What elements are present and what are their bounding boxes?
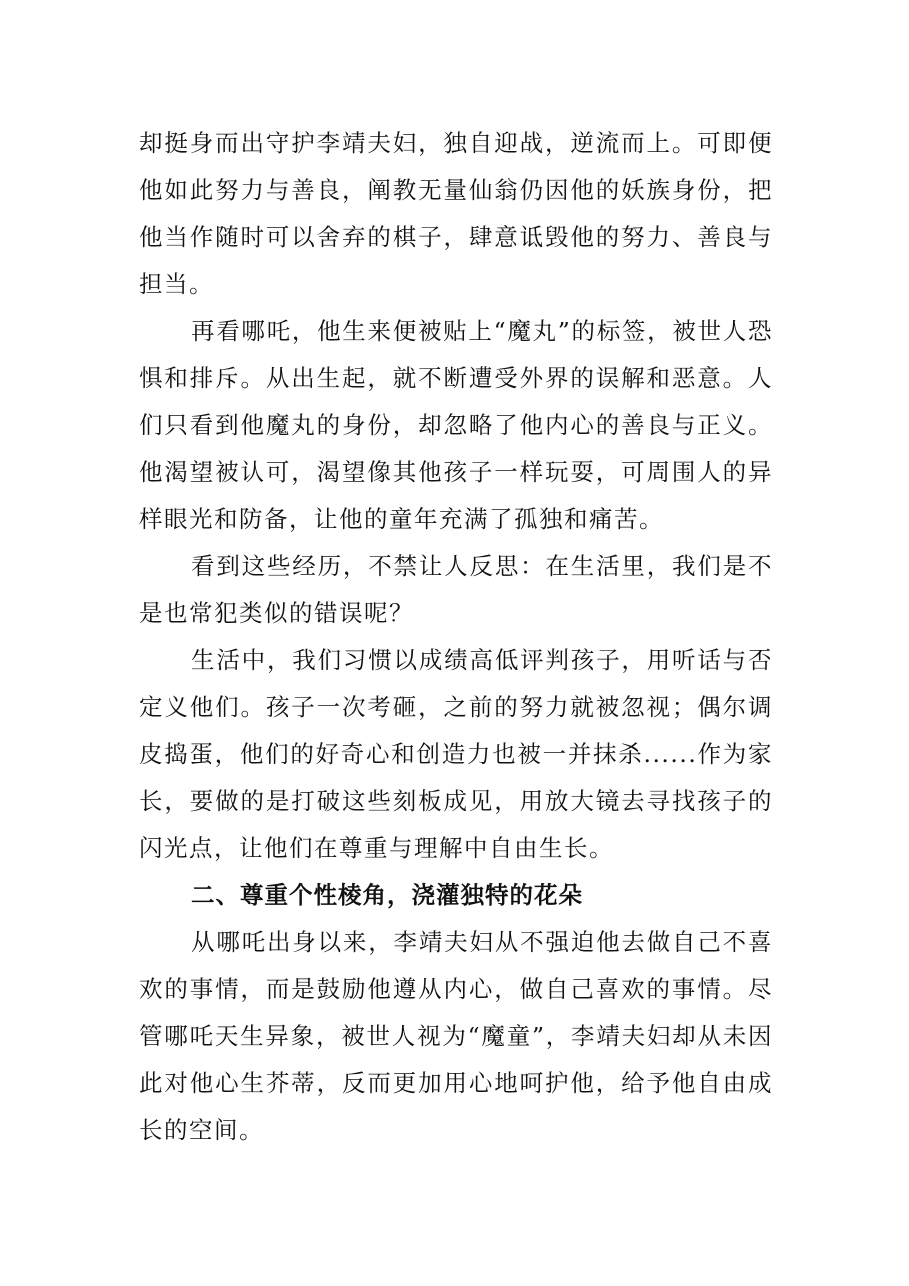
paragraph-5: 从哪吒出身以来，李靖夫妇从不强迫他去做自己不喜欢的事情，而是鼓励他遵从内心，做自己喜欢的事情。尽管哪吒天生异象，被世人视为“魔童”，李靖夫妇却从未因此对他心生芥蒂，反而更加用心地呵护他，给予他自由成长的空间。	[139, 928, 773, 1144]
document-body	[139, 120, 773, 1154]
paragraph-2: 再看哪吒，他生来便被贴上“魔丸”的标签，被世人恐惧和排斥。从出生起，就不断遭受外界的误解和恶意。人们只看到他魔丸的身份，却忽略了他内心的善良与正义。他渴望被认可，渴望像其他孩子一样玩耍，可周围人的异样眼光和防备，让他的童年充满了孤独和痛苦。	[139, 317, 773, 533]
paragraph-1: 却挺身而出守护李靖夫妇，独自迎战，逆流而上。可即便他如此努力与善良，阐教无量仙翁仍因他的妖族身份，把他当作随时可以舍弃的棋子，肆意诋毁他的努力、善良与担当。	[139, 129, 773, 298]
paragraph-3: 看到这些经历，不禁让人反思：在生活里，我们是不是也常犯类似的错误呢？	[139, 552, 773, 627]
paragraph-4: 生活中，我们习惯以成绩高低评判孩子，用听话与否定义他们。孩子一次考砸，之前的努力就被忽视；偶尔调皮捣蛋，他们的好奇心和创造力也被一并抹杀......作为家长，要做的是打破这些刻板成见，用放大镜去寻找孩子的闪光点，让他们在尊重与理解中自由生长。	[139, 646, 773, 862]
section-heading: 二、尊重个性棱角，浇灌独特的花朵	[191, 881, 583, 909]
